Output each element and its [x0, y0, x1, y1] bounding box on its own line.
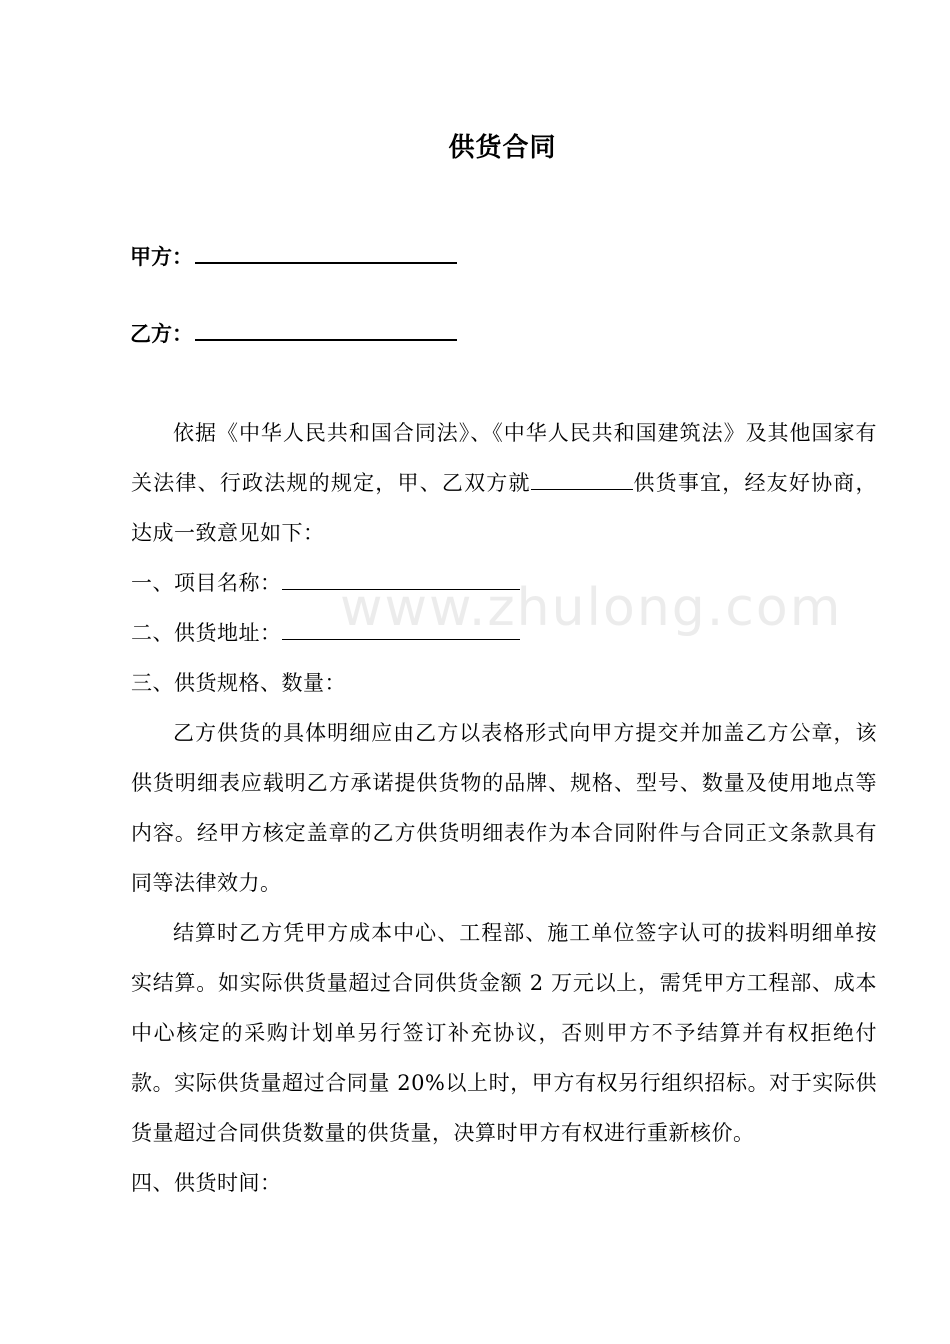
supply-item-blank [531, 467, 633, 490]
contract-body [131, 408, 877, 1208]
watermark-text: www.zhulong.com [340, 578, 843, 638]
party-a-blank [195, 240, 457, 264]
item-project-name-label: 一、项目名称： [131, 571, 282, 595]
item-project-name [131, 558, 877, 608]
item-supply-time-label: 四、供货时间： [131, 1171, 282, 1195]
item-supply-address-label: 二、供货地址： [131, 621, 282, 645]
party-a-label: 甲方： [130, 245, 193, 269]
item-supply-address [131, 608, 877, 658]
party-b-label: 乙方： [130, 322, 193, 346]
supply-address-blank [282, 617, 520, 640]
intro-text-after: 供货事宜，经友好协商，达成一致意见如下： [131, 471, 878, 545]
party-b-blank [195, 317, 457, 341]
party-b-row [130, 317, 457, 349]
party-a-row [130, 240, 457, 272]
settlement-paragraph: 结算时乙方凭甲方成本中心、工程部、施工单位签字认可的拔料明细单按实结算。如实际供货量超过合同供货金额 2 万元以上，需凭甲方工程部、成本中心核定的采购计划单另行签订补充协议，否则甲方不予结算并有权拒绝付款。实际供货量超过合同量 20%以上时，甲方有权另行组织招标。对于实际供货量超过合同供货数量的供货量，决算时甲方有权进行重新核价。 [131, 921, 877, 1145]
intro-paragraph [131, 408, 877, 558]
item-spec-quantity-label: 三、供货规格、数量： [131, 671, 346, 695]
document-title: 供货合同 [448, 133, 557, 163]
intro-text-before: 依据《中华人民共和国合同法》、《中华人民共和国建筑法》及其他国家有关法律、行政法规的规定，甲、乙双方就 [131, 421, 877, 495]
project-name-blank [282, 567, 520, 590]
spec-paragraph: 乙方供货的具体明细应由乙方以表格形式向甲方提交并加盖乙方公章，该供货明细表应载明乙方承诺提供货物的品牌、规格、型号、数量及使用地点等内容。经甲方核定盖章的乙方供货明细表作为本合同附件与合同正文条款具有同等法律效力。 [131, 721, 877, 895]
